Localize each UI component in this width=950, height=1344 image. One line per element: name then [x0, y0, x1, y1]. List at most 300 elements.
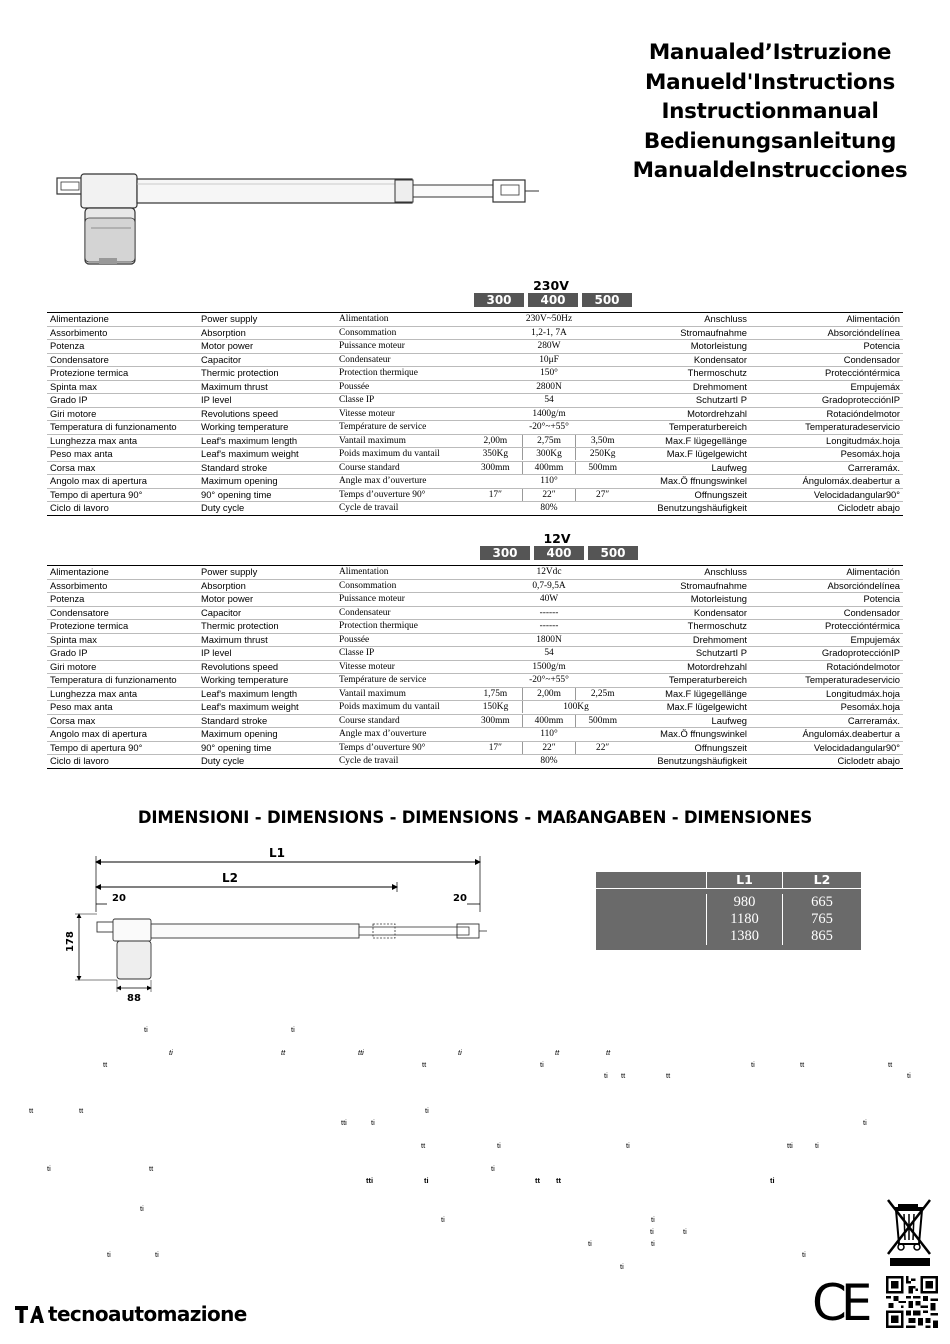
- label-en: Leaf's maximum weight: [198, 448, 336, 462]
- fragment: tt: [79, 1106, 84, 1115]
- dim-l1-value: 1380: [706, 928, 782, 945]
- label-fr: Puissance moteur: [336, 593, 466, 607]
- label-de: Max.F lügegellänge: [632, 687, 750, 701]
- spec-value: [466, 488, 632, 502]
- label-fr: Angle max d’ouverture: [336, 475, 466, 489]
- spec-value: [466, 701, 632, 715]
- label-it: Assorbimento: [47, 579, 198, 593]
- label-es: Temperaturadeservicio: [750, 421, 903, 435]
- label-es: Longitudmáx.hoja: [750, 687, 903, 701]
- label-en: Absorption: [198, 579, 336, 593]
- label-fr: Temps d’ouverture 90°: [336, 488, 466, 502]
- label-de: SchutzartI P: [632, 647, 750, 661]
- value-cell: 350Kg: [482, 449, 509, 460]
- fragment: tt: [535, 1176, 540, 1185]
- title-de: Bedienungsanleitung: [643, 128, 897, 154]
- spec-value: [466, 633, 632, 647]
- fragment: ti: [441, 1215, 445, 1224]
- fragment: ti: [907, 1071, 911, 1080]
- label-de: Anschluss: [632, 313, 750, 327]
- label-fr: Angle max d’ouverture: [336, 728, 466, 742]
- label-es: Carreramáx.: [750, 714, 903, 728]
- label-de: Laufweg: [632, 461, 750, 475]
- label-it: Giri motore: [47, 660, 198, 674]
- label-de: Motorleistung: [632, 593, 750, 607]
- label-fr: Protection thermique: [336, 620, 466, 634]
- fragment: tt: [422, 1060, 427, 1069]
- label-fr: Vantail maximum: [336, 687, 466, 701]
- label-en: Leaf's maximum length: [198, 434, 336, 448]
- label-de: Offnungszeit: [632, 488, 750, 502]
- spec-value: [466, 647, 632, 661]
- fragment: tt: [281, 1048, 286, 1057]
- label-it: Tempo di apertura 90°: [47, 488, 198, 502]
- label-it: Angolo max di apertura: [47, 475, 198, 489]
- fragment: ti: [107, 1250, 111, 1259]
- dim-height-label: 178: [65, 931, 76, 952]
- spec-value: [466, 434, 632, 448]
- label-es: Pesomáx.hoja: [750, 448, 903, 462]
- actuator-illustration: [55, 170, 545, 270]
- value-cell: 500mm: [575, 715, 629, 727]
- fragment: ti: [424, 1176, 429, 1185]
- fragment: tt: [29, 1106, 34, 1115]
- spec-row: [47, 421, 903, 435]
- value-all: 40W: [539, 594, 559, 605]
- label-fr: Vitesse moteur: [336, 660, 466, 674]
- value-cell: 400mm: [522, 462, 576, 474]
- spec-value: [466, 728, 632, 742]
- header-400: 400: [528, 293, 578, 307]
- spec-row: [47, 313, 903, 327]
- spec-row: [47, 579, 903, 593]
- fragment: ti: [497, 1141, 501, 1150]
- label-de: Temperaturbereich: [632, 421, 750, 435]
- label-es: Empujemáx: [750, 633, 903, 647]
- spec-row: [47, 488, 903, 502]
- spec-row: [47, 475, 903, 489]
- label-en: Maximum opening: [198, 728, 336, 742]
- dim-l1-label: L1: [269, 846, 285, 860]
- spec-value: [466, 755, 632, 769]
- fragment: ti: [650, 1227, 654, 1236]
- label-en: Absorption: [198, 326, 336, 340]
- label-en: Thermic protection: [198, 620, 336, 634]
- spec-value: [466, 448, 632, 462]
- fragment: ti: [683, 1227, 687, 1236]
- label-it: Lunghezza max anta: [47, 434, 198, 448]
- label-es: GradoprotecciónIP: [750, 394, 903, 408]
- label-en: Power supply: [198, 566, 336, 580]
- label-fr: Course standard: [336, 461, 466, 475]
- dim-left-20: 20: [112, 893, 126, 904]
- label-it: Protezione termica: [47, 620, 198, 634]
- label-it: Peso max anta: [47, 448, 198, 462]
- spec-row: [47, 728, 903, 742]
- value-all: 280W: [537, 341, 561, 352]
- spec-row: [47, 714, 903, 728]
- value-all: ------: [539, 607, 559, 618]
- spec-value: [466, 461, 632, 475]
- value-cell: 17″: [488, 742, 502, 753]
- fragment: ti: [371, 1118, 375, 1127]
- label-de: Motordrehzahl: [632, 660, 750, 674]
- label-es: Condensador: [750, 353, 903, 367]
- label-de: Benutzungshäufigkeit: [632, 502, 750, 516]
- label-es: Absorcióndelínea: [750, 326, 903, 340]
- spec-row: [47, 647, 903, 661]
- label-en: Working temperature: [198, 674, 336, 688]
- ce-mark: CE: [812, 1274, 867, 1332]
- fragment: tt: [421, 1141, 426, 1150]
- label-es: Proteccióntérmica: [750, 367, 903, 381]
- spec-row: [47, 741, 903, 755]
- label-es: Alimentación: [750, 566, 903, 580]
- value-all: 80%: [540, 756, 558, 767]
- label-en: Duty cycle: [198, 502, 336, 516]
- value-cell: 17″: [488, 489, 502, 500]
- fragment: tti: [366, 1176, 374, 1185]
- spec-row: [47, 620, 903, 634]
- label-it: Ciclo di lavoro: [47, 502, 198, 516]
- header-400: 400: [534, 546, 584, 560]
- spec-row: [47, 340, 903, 354]
- label-it: Tempo di apertura 90°: [47, 741, 198, 755]
- label-es: Potencia: [750, 340, 903, 354]
- label-en: Standard stroke: [198, 714, 336, 728]
- ta-logo-icon: [14, 1303, 44, 1325]
- label-fr: Consommation: [336, 326, 466, 340]
- fragment: ti: [291, 1025, 295, 1034]
- spec-row: [47, 461, 903, 475]
- value-cell: 250Kg: [575, 448, 629, 460]
- title-en: Instructionmanual: [661, 99, 879, 124]
- fragment: ti: [140, 1204, 144, 1213]
- spec-value: [466, 353, 632, 367]
- label-fr: Cycle de travail: [336, 502, 466, 516]
- spec-row: [47, 674, 903, 688]
- value-cell: 300mm: [481, 715, 510, 726]
- label-it: Corsa max: [47, 461, 198, 475]
- value-all: 10μF: [539, 354, 559, 365]
- label-fr: Condensateur: [336, 353, 466, 367]
- label-en: Motor power: [198, 340, 336, 354]
- dim-l2-value: 765: [782, 911, 861, 928]
- manual-titles: [600, 38, 940, 186]
- spec-table-230: [47, 312, 903, 516]
- fragment: ti: [47, 1164, 51, 1173]
- fragment: ti: [751, 1060, 755, 1069]
- value-cell: 2,25m: [575, 688, 629, 700]
- dim-l1-value: 980: [706, 894, 782, 911]
- qr-code: [886, 1276, 938, 1328]
- label-fr: Alimentation: [336, 566, 466, 580]
- dimensions-table: [596, 872, 861, 950]
- spec-value: [466, 674, 632, 688]
- fragment: ti: [588, 1239, 592, 1248]
- label-it: Corsa max: [47, 714, 198, 728]
- label-fr: Poids maximum du vantail: [336, 701, 466, 715]
- value-all: -20°~+55°: [529, 422, 569, 433]
- label-fr: Temps d’ouverture 90°: [336, 741, 466, 755]
- label-de: Motordrehzahl: [632, 407, 750, 421]
- label-en: Motor power: [198, 593, 336, 607]
- value-all: 54: [544, 648, 554, 659]
- value-cell: 2,00m: [522, 688, 576, 700]
- spec-row: [47, 566, 903, 580]
- dimensions-title: DIMENSIONI - DIMENSIONS - DIMENSIONS - MAßANGABEN - DIMENSIONES: [137, 808, 813, 827]
- label-fr: Vitesse moteur: [336, 407, 466, 421]
- fragment: tt: [556, 1176, 561, 1185]
- fragment: tti: [341, 1118, 347, 1127]
- value-all: 2800N: [536, 381, 562, 392]
- fragment: ti: [425, 1106, 429, 1115]
- spec-value: [466, 593, 632, 607]
- fragment: tti: [787, 1141, 793, 1150]
- dim-l2-label: L2: [222, 871, 238, 885]
- dimensions-table-header: [596, 872, 861, 889]
- spec-row: [47, 701, 903, 715]
- label-it: Grado IP: [47, 394, 198, 408]
- fragment: ti: [604, 1071, 608, 1080]
- value-all: 150°: [540, 368, 558, 379]
- fragment: ti: [169, 1048, 173, 1057]
- label-fr: Puissance moteur: [336, 340, 466, 354]
- label-es: Carreramáx.: [750, 461, 903, 475]
- label-en: Power supply: [198, 313, 336, 327]
- value-cell: 22″: [522, 489, 576, 501]
- label-en: IP level: [198, 647, 336, 661]
- value-all: 1500g/m: [532, 661, 566, 672]
- spec-row: [47, 502, 903, 516]
- label-it: Alimentazione: [47, 566, 198, 580]
- label-it: Grado IP: [47, 647, 198, 661]
- label-de: Thermoschutz: [632, 367, 750, 381]
- fragment: ti: [651, 1239, 655, 1248]
- label-es: Proteccióntérmica: [750, 620, 903, 634]
- label-es: Ángulomáx.deabertur a: [750, 475, 903, 489]
- dim-right-20: 20: [453, 893, 467, 904]
- spec-value: [466, 380, 632, 394]
- spec-table-12: [47, 565, 903, 769]
- label-it: Temperatura di funzionamento: [47, 674, 198, 688]
- stroke-headers-230: [474, 293, 632, 307]
- spec-value: [466, 326, 632, 340]
- fragment: tt: [621, 1071, 626, 1080]
- fragment: ti: [620, 1262, 624, 1271]
- label-es: GradoprotecciónIP: [750, 647, 903, 661]
- dim-row: [596, 911, 861, 928]
- label-en: Maximum thrust: [198, 380, 336, 394]
- spec-value: [466, 475, 632, 489]
- label-it: Alimentazione: [47, 313, 198, 327]
- value-all: 1800N: [536, 634, 562, 645]
- value-cell: 27″: [575, 489, 629, 501]
- dim-l2-value: 665: [782, 894, 861, 911]
- label-de: Motorleistung: [632, 340, 750, 354]
- weee-bin-icon: [884, 1198, 936, 1270]
- fragment: tt: [103, 1060, 108, 1069]
- value-cell: 400mm: [522, 715, 576, 727]
- value-all: 54: [544, 395, 554, 406]
- label-fr: Température de service: [336, 674, 466, 688]
- label-es: Velocidadangular90°: [750, 741, 903, 755]
- value-all: -20°~+55°: [529, 675, 569, 686]
- label-fr: Vantail maximum: [336, 434, 466, 448]
- title-it: Manualed’Istruzione: [648, 40, 892, 65]
- label-fr: Consommation: [336, 579, 466, 593]
- value-cell: 150Kg: [482, 702, 509, 713]
- value-cell: 500mm: [575, 462, 629, 474]
- spec-row: [47, 326, 903, 340]
- label-de: Drehmoment: [632, 633, 750, 647]
- fragment: tt: [888, 1060, 893, 1069]
- label-es: Absorcióndelínea: [750, 579, 903, 593]
- label-de: Kondensator: [632, 353, 750, 367]
- label-it: Lunghezza max anta: [47, 687, 198, 701]
- label-it: Giri motore: [47, 407, 198, 421]
- fragment: ti: [651, 1215, 655, 1224]
- label-de: Anschluss: [632, 566, 750, 580]
- label-en: Capacitor: [198, 353, 336, 367]
- label-fr: Condensateur: [336, 606, 466, 620]
- dimension-drawing: [55, 842, 495, 1007]
- label-fr: Classe IP: [336, 647, 466, 661]
- label-en: 90° opening time: [198, 741, 336, 755]
- label-it: Peso max anta: [47, 701, 198, 715]
- spec-value: [466, 660, 632, 674]
- spec-row: [47, 448, 903, 462]
- dim-row: [596, 894, 861, 911]
- label-en: Thermic protection: [198, 367, 336, 381]
- label-fr: Température de service: [336, 421, 466, 435]
- label-en: Duty cycle: [198, 755, 336, 769]
- label-de: Stromaufnahme: [632, 326, 750, 340]
- spec-row: [47, 687, 903, 701]
- value-cell: 1,75m: [483, 688, 508, 699]
- label-en: Maximum opening: [198, 475, 336, 489]
- label-de: Drehmoment: [632, 380, 750, 394]
- spec-value: [466, 340, 632, 354]
- label-es: Potencia: [750, 593, 903, 607]
- label-de: Stromaufnahme: [632, 579, 750, 593]
- dim-l1-value: 1180: [706, 911, 782, 928]
- spec-row: [47, 367, 903, 381]
- label-de: Max.Ö ffnungswinkel: [632, 728, 750, 742]
- label-en: Revolutions speed: [198, 407, 336, 421]
- label-de: Benutzungshäufigkeit: [632, 755, 750, 769]
- spec-row: [47, 434, 903, 448]
- label-en: Working temperature: [198, 421, 336, 435]
- label-fr: Cycle de travail: [336, 755, 466, 769]
- label-es: Pesomáx.hoja: [750, 701, 903, 715]
- fragment: ti: [802, 1250, 806, 1259]
- label-it: Assorbimento: [47, 326, 198, 340]
- label-es: Ángulomáx.deabertur a: [750, 728, 903, 742]
- label-de: Temperaturbereich: [632, 674, 750, 688]
- header-500: 500: [582, 293, 632, 307]
- label-en: Maximum thrust: [198, 633, 336, 647]
- label-es: Rotacióndelmotor: [750, 660, 903, 674]
- value-all: ------: [539, 621, 559, 632]
- label-it: Ciclo di lavoro: [47, 755, 198, 769]
- spec-value: [466, 407, 632, 421]
- label-fr: Protection thermique: [336, 367, 466, 381]
- label-de: Kondensator: [632, 606, 750, 620]
- label-de: Max.F lügelgewicht: [632, 701, 750, 715]
- fragment: ti: [770, 1176, 775, 1185]
- fragment: tt: [606, 1048, 611, 1057]
- header-500: 500: [588, 546, 638, 560]
- label-it: Angolo max di apertura: [47, 728, 198, 742]
- spec-value: [466, 502, 632, 516]
- spec-value: [466, 566, 632, 580]
- spec-value: [466, 606, 632, 620]
- label-de: Thermoschutz: [632, 620, 750, 634]
- spec-value: [466, 579, 632, 593]
- title-es: ManualdeInstrucciones: [632, 158, 908, 183]
- spec-row: [47, 660, 903, 674]
- brand-logo: [14, 1302, 247, 1326]
- label-en: Standard stroke: [198, 461, 336, 475]
- fragment: ti: [540, 1060, 544, 1069]
- spec-value: [466, 687, 632, 701]
- label-es: Rotacióndelmotor: [750, 407, 903, 421]
- stroke-headers-12: [480, 546, 638, 560]
- fragment: tt: [800, 1060, 805, 1069]
- value-cell: 2,75m: [522, 435, 576, 447]
- spec-row: [47, 593, 903, 607]
- header-300: 300: [480, 546, 530, 560]
- spec-row: [47, 633, 903, 647]
- fragment: ti: [815, 1141, 819, 1150]
- spec-row: [47, 407, 903, 421]
- label-en: Capacitor: [198, 606, 336, 620]
- label-fr: Classe IP: [336, 394, 466, 408]
- label-it: Temperatura di funzionamento: [47, 421, 198, 435]
- dim-header-l1: L1: [706, 872, 782, 888]
- spec-row: [47, 380, 903, 394]
- value-all: 1400g/m: [532, 408, 566, 419]
- value-all: 1,2-1, 7A: [531, 327, 567, 338]
- value-all: 110°: [540, 476, 558, 487]
- value-cell: 100Kg: [522, 701, 629, 713]
- value-all: 0,7-9,5A: [532, 580, 566, 591]
- spec-value: [466, 367, 632, 381]
- label-fr: Alimentation: [336, 313, 466, 327]
- spec-value: [466, 620, 632, 634]
- fragment: ti: [863, 1118, 867, 1127]
- label-it: Potenza: [47, 340, 198, 354]
- label-de: Laufweg: [632, 714, 750, 728]
- value-all: 230V~50Hz: [525, 314, 573, 325]
- header-300: 300: [474, 293, 524, 307]
- label-fr: Poids maximum du vantail: [336, 448, 466, 462]
- dim-row: [596, 928, 861, 945]
- value-cell: 2,00m: [483, 435, 508, 446]
- label-en: IP level: [198, 394, 336, 408]
- spec-row: [47, 755, 903, 769]
- value-cell: 300Kg: [522, 448, 576, 460]
- value-cell: 22″: [575, 742, 629, 754]
- dim-width-label: 88: [127, 993, 141, 1004]
- label-es: Longitudmáx.hoja: [750, 434, 903, 448]
- label-de: Offnungszeit: [632, 741, 750, 755]
- dim-l2-value: 865: [782, 928, 861, 945]
- spec-row: [47, 606, 903, 620]
- title-fr: Manueld'Instructions: [645, 69, 895, 95]
- value-all: 80%: [540, 503, 558, 514]
